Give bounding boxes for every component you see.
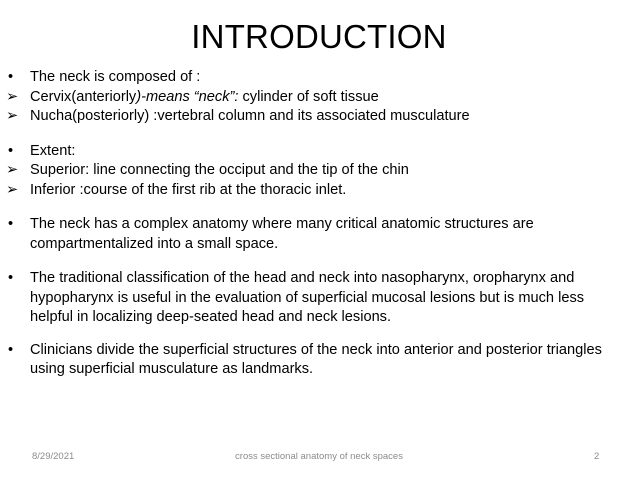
arrow-bullet-icon: ➢ xyxy=(6,88,19,105)
list-item xyxy=(6,215,630,254)
list-item-text: Inferior :course of the first rib at the thoracic inlet. xyxy=(30,181,347,198)
bullet-icon: • xyxy=(8,270,14,286)
footer-date: 8/29/2021 xyxy=(32,451,75,462)
bullet-icon: • xyxy=(8,216,14,232)
arrow-bullet-icon: ➢ xyxy=(6,162,19,178)
list-item-text: Cervix(anteriorly xyxy=(30,88,137,105)
list-item-emphasis: )-means “neck”: xyxy=(136,88,239,105)
slide-title: INTRODUCTION xyxy=(191,18,447,55)
slide-body xyxy=(6,68,630,380)
list-item-text: Nucha(posteriorly) :vertebral column and its associated musculature xyxy=(30,108,470,124)
list-item xyxy=(6,161,630,181)
list-item xyxy=(6,107,630,127)
page-number: 2 xyxy=(594,451,600,462)
footer-title: cross sectional anatomy of neck spaces xyxy=(235,451,403,462)
bullet-icon: • xyxy=(8,341,14,358)
arrow-bullet-icon: ➢ xyxy=(6,108,19,124)
list-item xyxy=(6,142,630,162)
list-item xyxy=(6,68,630,88)
list-item xyxy=(6,181,630,201)
list-item-text: The neck is composed of : xyxy=(30,69,201,85)
arrow-bullet-icon: ➢ xyxy=(6,181,19,198)
bullet-icon: • xyxy=(8,69,14,85)
list-item-text: Extent: xyxy=(30,142,76,159)
list-item xyxy=(6,269,630,328)
bullet-icon: • xyxy=(8,142,14,159)
list-item-text: Superior: line connecting the occiput and the tip of the chin xyxy=(30,162,409,178)
list-item-text: The neck has a complex anatomy where many critical anatomic structures are compartmentalized into a small space. xyxy=(30,216,534,252)
list-item xyxy=(6,341,630,380)
list-item-text: The traditional classification of the head and neck into nasopharynx, oropharynx and hypopharynx is useful in the evaluation of superficial mucosal lesions but is much less helpful in localizing deep-seated head and neck lesions. xyxy=(30,270,585,325)
list-item xyxy=(6,88,630,108)
list-item-text: Clinicians divide the superficial structures of the neck into anterior and posterior triangles using superficial musculature as landmarks. xyxy=(30,341,602,377)
list-item-text: cylinder of soft tissue xyxy=(238,88,379,105)
